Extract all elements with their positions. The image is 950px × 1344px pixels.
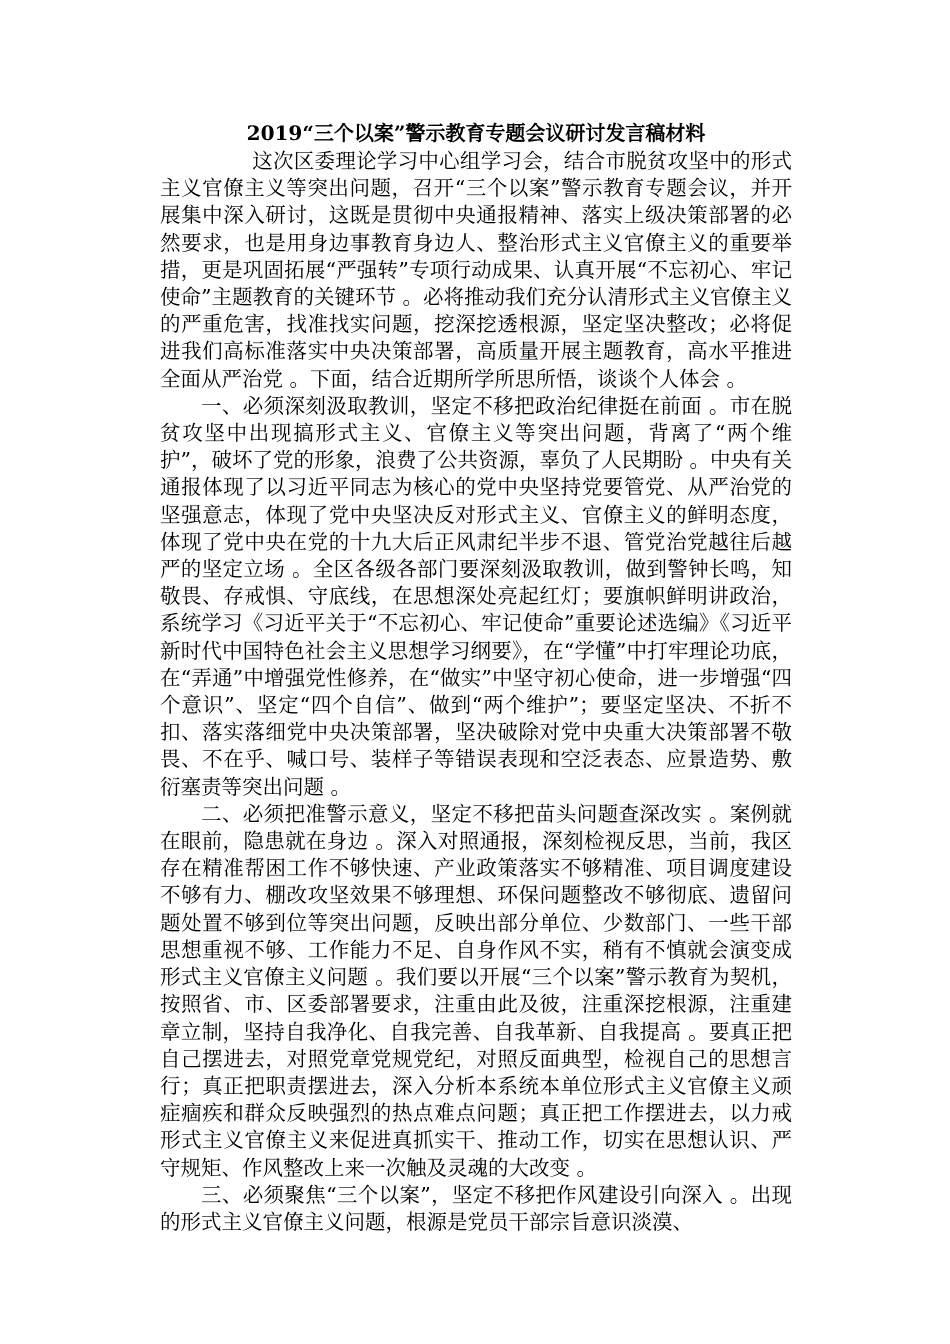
paragraph-section-two: 二、必须把准警示意义，坚定不移把苗头问题查深改实 。案例就在眼前，隐患就在身边 。深入对照通报，深刻检视反思，当前，我区存在精准帮困工作不够快速、产业政策落实不够精准、项目调度建设不够有力、棚改攻坚效果不够理想、环保问题整改不够彻底、遗留问题处置不够到位等突出问题，反映出部分单位、少数部门、一些干部思想重视不够、工作能力不足、自身作风不实，稍有不慎就会演变成形式主义官僚主义问题 。我们要以开展“三个以案”警示教育为契机，按照省、市、区委部署要求，注重由此及彼，注重深挖根源，注重建章立制，坚持自我净化、自我完善、自我革新、自我提高 。要真正把自己摆进去，对照党章党规党纪，对照反面典型，检视自己的思想言行；真正把职责摆进去，深入分析本系统本单位形式主义官僚主义顽症痼疾和群众反映强烈的热点难点问题；真正把工作摆进去，以力戒形式主义官僚主义来促进真抓实干、推动工作，切实在思想认识、严守规矩、作风整改上来一次触及灵魂的大改变 。 [160,801,792,1180]
paragraph-section-three: 三、必须聚焦“三个以案”，坚定不移把作风建设引向深入 。出现的形式主义官僚主义问题，根源是党员干部宗旨意识淡漠、 [160,1182,792,1234]
document-title: 2019“三个以案”警示教育专题会议研讨发言稿材料 [246,121,706,145]
document-body [160,148,792,1236]
paragraph-section-one: 一、必须深刻汲取教训，坚定不移把政治纪律挺在前面 。市在脱贫攻坚中出现搞形式主义、官僚主义等突出问题，背离了“两个维护”，破坏了党的形象，浪费了公共资源，辜负了人民期盼 。中央有关通报体现了以习近平同志为核心的党中央坚持党要管党、从严治党的坚强意志，体现了党中央坚决反对形式主义、官僚主义的鲜明态度，体现了党中央在党的十九大后正风肃纪半步不退、管党治党越往后越严的坚定立场 。全区各级各部门要深刻汲取教训，做到警钟长鸣，知敬畏、存戒惧、守底线，在思想深处亮起红灯；要旗帜鲜明讲政治，系统学习《习近平关于“不忘初心、牢记使命”重要论述选编》《习近平新时代中国特色社会主义思想学习纲要》，在“学懂”中打牢理论功底，在“弄通”中增强党性修养，在“做实”中坚守初心使命，进一步增强“四个意识”、坚定“四个自信”、做到“两个维护”；要坚定坚决、不折不扣、落实落细党中央决策部署，坚决破除对党中央重大决策部署不敬畏、不在乎、喊口号、装样子等错误表现和空泛表态、应景造势、敷衍塞责等突出问题 。 [160,393,792,799]
paragraph-intro: 这次区委理论学习中心组学习会，结合市脱贫攻坚中的形式主义官僚主义等突出问题，召开“三个以案”警示教育专题会议，并开展集中深入研讨，这既是贯彻中央通报精神、落实上级决策部署的必然要求，也是用身边事教育身边人、整治形式主义官僚主义的重要举措，更是巩固拓展“严强转”专项行动成果、认真开展“不忘初心、牢记使命”主题教育的关键环节 。必将推动我们充分认清形式主义官僚主义的严重危害，找准找实问题，挖深挖透根源，坚定坚决整改；必将促进我们高标准落实中央决策部署，高质量开展主题教育，高水平推进全面从严治党 。下面，结合近期所学所思所悟，谈谈个人体会 。 [160,149,792,391]
